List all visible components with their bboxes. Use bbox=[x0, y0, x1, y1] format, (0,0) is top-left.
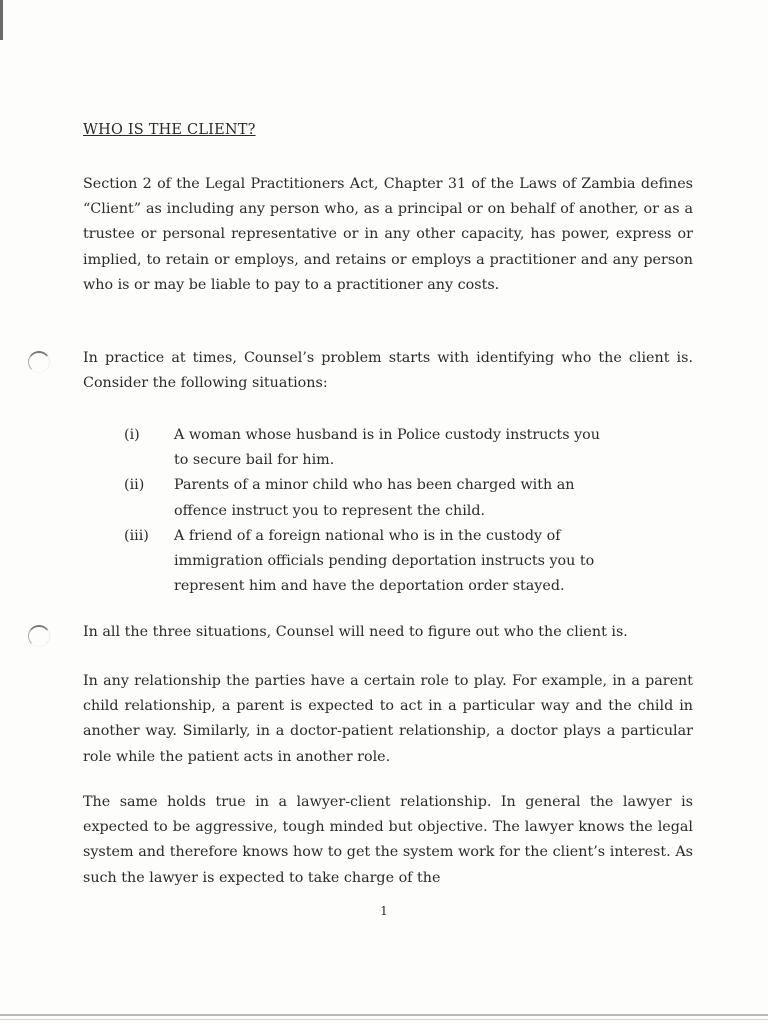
scan-edge-line bbox=[0, 1019, 768, 1020]
paragraph-three-situations: In all the three situations, Counsel will need to figure out who the client is. bbox=[83, 624, 628, 640]
punch-hole-icon bbox=[28, 351, 50, 373]
paragraph-lawyer-client: The same holds true in a lawyer-client relationship. In general the lawyer is expected to be aggressive, tough minded but objective. The lawyer knows the legal system and therefore knows how to get the system work for the client’s interest. As such the lawyer is expected to take charge of the bbox=[83, 794, 693, 886]
list-item-text: A friend of a foreign national who is in the custody of immigration officials pending deportation instructs you to represent him and have the deportation order stayed. bbox=[174, 527, 595, 595]
scan-edge-mark bbox=[0, 0, 3, 40]
list-item bbox=[124, 423, 614, 473]
paragraph-definition: Section 2 of the Legal Practitioners Act, Chapter 31 of the Laws of Zambia defines “Client” as including any person who, as a principal or on behalf of another, or as a trustee or personal representative or in any other capacity, has power, express or implied, to retain or employs, and retains or employs a practitioner and any person who is or may be liable to pay to a practitioner any costs. bbox=[83, 176, 693, 293]
paragraph-practice: In practice at times, Counsel’s problem starts with identifying who the client is. Consider the following situations: bbox=[83, 350, 693, 392]
list-marker: (i) bbox=[124, 427, 140, 443]
list-item bbox=[124, 473, 614, 523]
list-item bbox=[124, 524, 614, 600]
page-number: 1 bbox=[380, 904, 388, 918]
paragraph-relationship-roles: In any relationship the parties have a certain role to play. For example, in a parent child relationship, a parent is expected to act in a particular way and the child in another way. Similarly, in a doctor-patient relationship, a doctor plays a particular role while the patient acts in another role. bbox=[83, 673, 693, 765]
scan-edge-line bbox=[0, 1014, 768, 1016]
list-marker: (iii) bbox=[124, 527, 149, 544]
list-marker: (ii) bbox=[124, 477, 145, 494]
page-title: WHO IS THE CLIENT? bbox=[83, 122, 256, 138]
list-item-text: A woman whose husband is in Police custody instructs you to secure bail for him. bbox=[174, 427, 600, 469]
punch-hole-icon bbox=[28, 625, 50, 647]
list-item-text: Parents of a minor child who has been charged with an offence instruct you to represent the child. bbox=[174, 477, 575, 519]
situations-list bbox=[124, 423, 614, 599]
